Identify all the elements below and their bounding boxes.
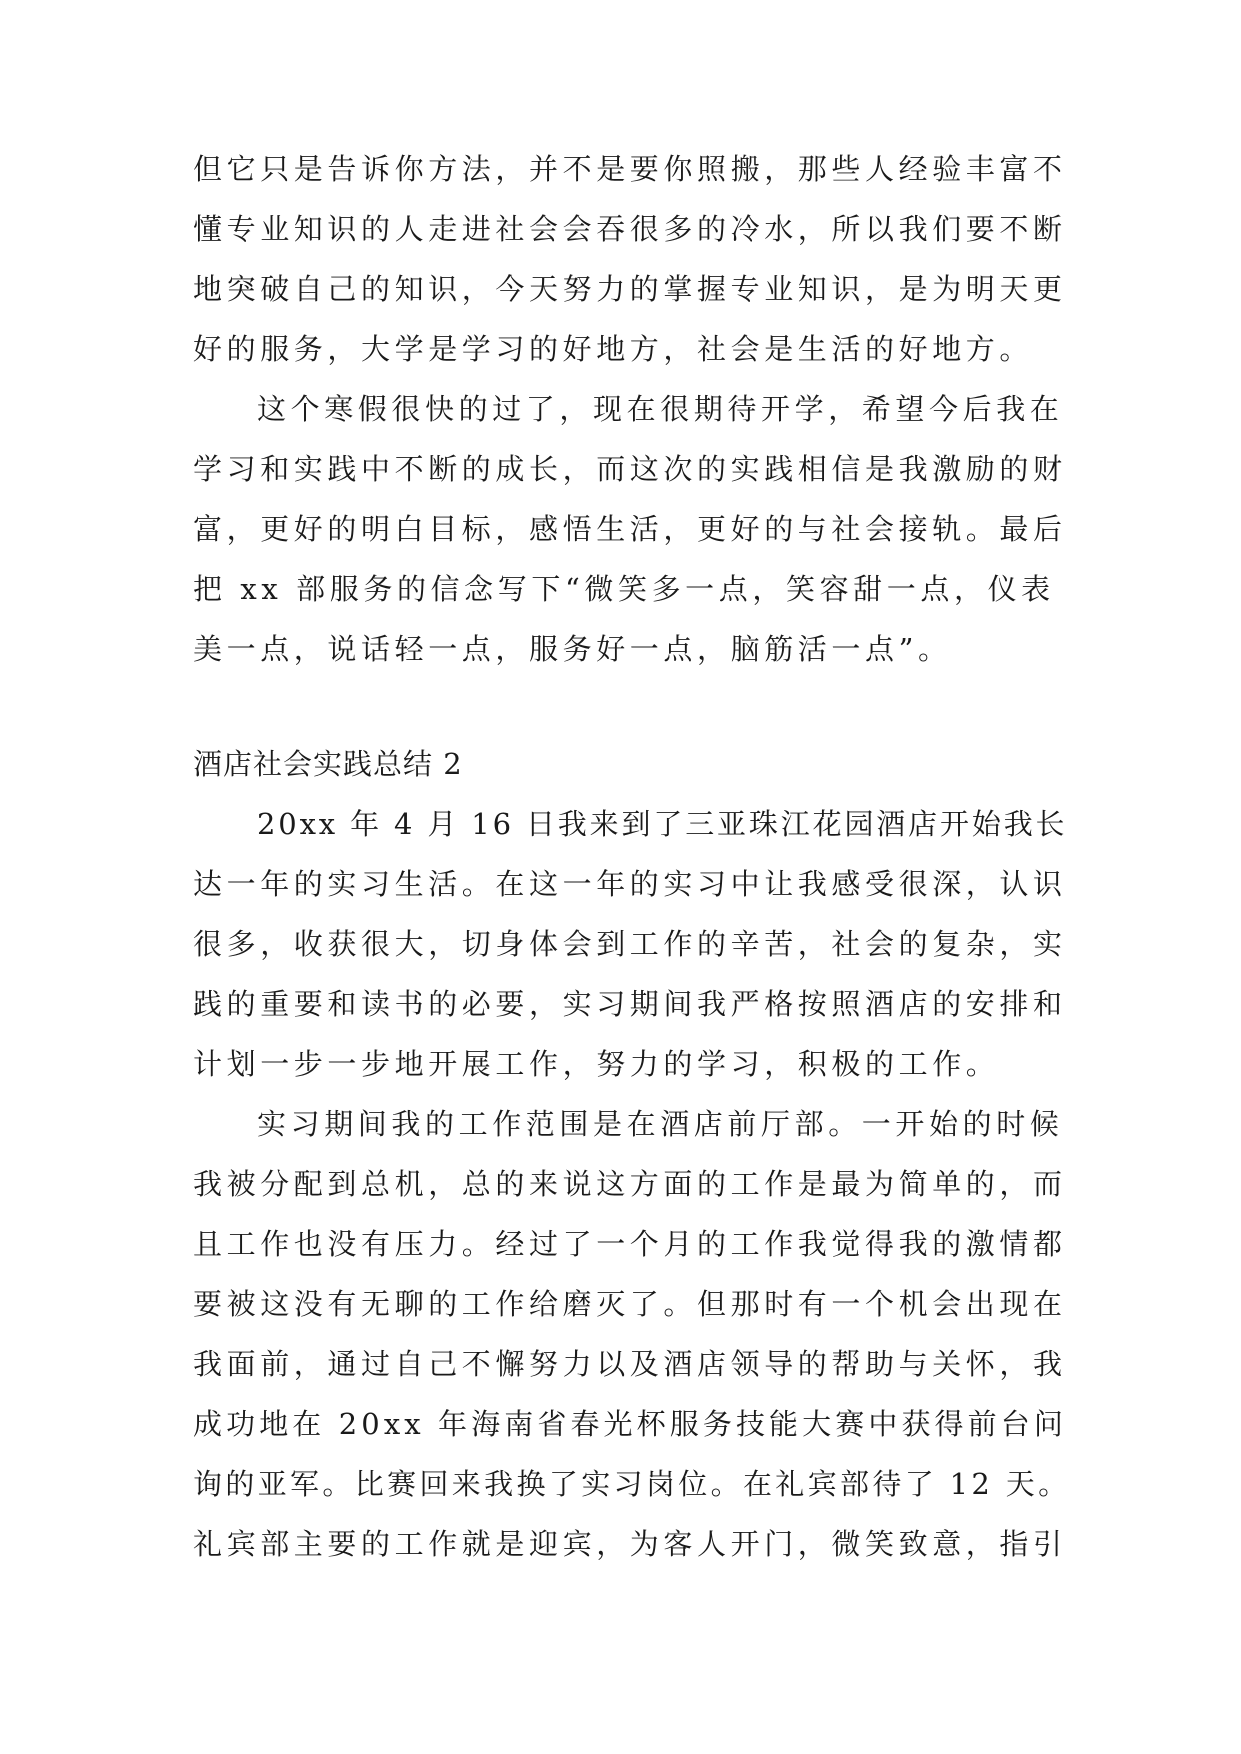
paragraph-2-line: 这个寒假很快的过了，现在很期待开学，希望今后我在	[257, 392, 1064, 426]
section-title: 酒店社会实践总结 2	[193, 747, 463, 781]
paragraph-3-line: 践的重要和读书的必要，实习期间我严格按照酒店的安排和	[193, 987, 1067, 1021]
paragraph-1-line: 好的服务，大学是学习的好地方，社会是生活的好地方。	[193, 332, 1034, 366]
paragraph-4-line: 要被这没有无聊的工作给磨灭了。但那时有一个机会出现在	[193, 1287, 1067, 1321]
paragraph-2-line: 美一点，说话轻一点，服务好一点，脑筋活一点”。	[193, 632, 952, 666]
paragraph-4-line: 礼宾部主要的工作就是迎宾，为客人开门，微笑致意，指引	[193, 1527, 1067, 1561]
paragraph-3-line: 20xx 年 4 月 16 日我来到了三亚珠江花园酒店开始我长	[257, 807, 1068, 841]
paragraph-2-line: 把 xx 部服务的信念写下“微笑多一点，笑容甜一点，仪表	[193, 572, 1055, 606]
paragraph-4-line: 我面前，通过自己不懈努力以及酒店领导的帮助与关怀，我	[193, 1347, 1067, 1381]
paragraph-3-line: 计划一步一步地开展工作，努力的学习，积极的工作。	[193, 1047, 1000, 1081]
paragraph-3-line: 很多，收获很大，切身体会到工作的辛苦，社会的复杂，实	[193, 927, 1067, 961]
paragraph-1-line: 地突破自己的知识，今天努力的掌握专业知识，是为明天更	[193, 272, 1067, 306]
paragraph-4-line: 询的亚军。比赛回来我换了实习岗位。在礼宾部待了 12 天。	[193, 1467, 1071, 1501]
paragraph-4-line: 成功地在 20xx 年海南省春光杯服务技能大赛中获得前台问	[193, 1407, 1067, 1441]
paragraph-4-line: 且工作也没有压力。经过了一个月的工作我觉得我的激情都	[193, 1227, 1067, 1261]
paragraph-1-line: 懂专业知识的人走进社会会吞很多的冷水，所以我们要不断	[193, 212, 1067, 246]
paragraph-3-line: 达一年的实习生活。在这一年的实习中让我感受很深，认识	[193, 867, 1067, 901]
paragraph-4-line: 实习期间我的工作范围是在酒店前厅部。一开始的时候	[257, 1107, 1064, 1141]
paragraph-2-line: 学习和实践中不断的成长，而这次的实践相信是我激励的财	[193, 452, 1067, 486]
paragraph-1-line: 但它只是告诉你方法，并不是要你照搬，那些人经验丰富不	[193, 152, 1067, 186]
paragraph-2-line: 富，更好的明白目标，感悟生活，更好的与社会接轨。最后	[193, 512, 1067, 546]
paragraph-4-line: 我被分配到总机，总的来说这方面的工作是最为简单的，而	[193, 1167, 1067, 1201]
